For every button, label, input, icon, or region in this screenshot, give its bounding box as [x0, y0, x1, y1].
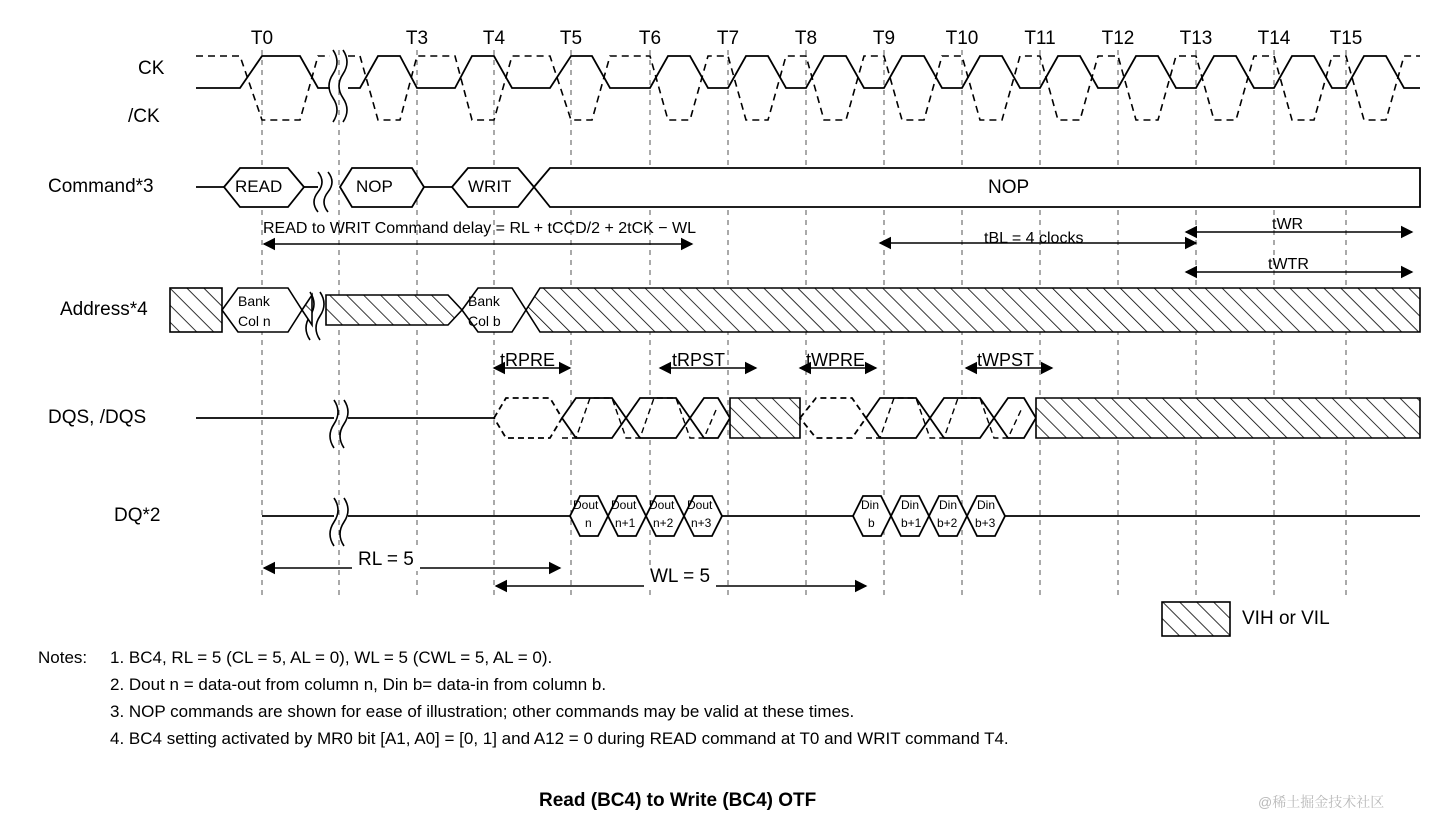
clock-tick: T0	[250, 28, 274, 49]
dq-burst-label: Dout	[611, 498, 637, 512]
clock-tick: T13	[1179, 28, 1213, 49]
clock-tick: T9	[872, 28, 896, 49]
clock-tick: T5	[559, 28, 583, 49]
address-field-label: Col n	[238, 313, 271, 329]
note-item: 3. NOP commands are shown for ease of illustration; other commands may be valid at these times.	[110, 702, 855, 721]
clock-tick: T3	[405, 28, 429, 49]
address-row	[170, 288, 1420, 332]
note-item: 2. Dout n = data-out from column n, Din b= data-in from column b.	[110, 675, 607, 694]
dq-burst-label: Dout	[649, 498, 675, 512]
dq-burst-label: Din	[977, 498, 996, 512]
clock-tick: T11	[1024, 28, 1056, 49]
dq-burst-label: n	[585, 516, 592, 530]
legend-swatch	[1162, 602, 1230, 636]
dqs-row	[196, 398, 1420, 438]
note-item: 1. BC4, RL = 5 (CL = 5, AL = 0), WL = 5 (CWL = 5, AL = 0).	[110, 648, 553, 667]
clock-tick: T10	[945, 28, 979, 49]
clock-tick: T14	[1257, 28, 1291, 49]
address-field-label: Col b	[468, 313, 501, 329]
dq-burst-label: Din	[861, 498, 880, 512]
clock-tick: T6	[638, 28, 662, 49]
dq-burst-label: Din	[939, 498, 958, 512]
annotation-rl: RL = 5	[352, 549, 420, 571]
ck-bar-waveform	[196, 56, 1420, 120]
annotation-wl: WL = 5	[644, 566, 716, 588]
dq-burst-label: Dout	[573, 498, 599, 512]
clock-tick: T7	[716, 28, 740, 49]
annotation-trpst: tRPST	[672, 350, 726, 370]
clock-tick: T15	[1329, 28, 1363, 49]
dq-row	[262, 496, 1420, 536]
signal-label-address: Address*4	[60, 299, 148, 320]
command-label: READ	[235, 177, 283, 196]
annotation-read-to-writ-delay: READ to WRIT Command delay = RL + tCCD/2 + 2tCK − WL	[263, 220, 697, 237]
clock-tick: T8	[794, 28, 818, 49]
command-label: NOP	[988, 177, 1030, 198]
dq-burst-label: b+1	[901, 516, 922, 530]
annotation-twtr: tWTR	[1268, 256, 1309, 273]
figure-title: Read (BC4) to Write (BC4) OTF	[539, 790, 817, 811]
address-field-label: Bank	[238, 293, 270, 309]
dq-burst-label: n+1	[615, 516, 636, 530]
dq-burst-label: n+2	[653, 516, 674, 530]
ck-waveform	[196, 56, 1420, 88]
dq-burst-label: b	[868, 516, 875, 530]
signal-label-ck-bar: /CK	[128, 106, 160, 127]
notes-label: Notes:	[38, 648, 88, 667]
dq-burst-label: n+3	[691, 516, 712, 530]
annotation-twpst: tWPST	[977, 350, 1034, 370]
signal-label-command: Command*3	[48, 176, 154, 197]
signal-label-dqs: DQS, /DQS	[48, 407, 147, 428]
clock-tick: T12	[1101, 28, 1135, 49]
signal-label-dq: DQ*2	[114, 505, 161, 526]
annotation-twpre: tWPRE	[806, 350, 866, 370]
command-label: NOP	[356, 177, 393, 196]
note-item: 4. BC4 setting activated by MR0 bit [A1, A0] = [0, 1] and A12 = 0 during READ command at T0 and WRIT command T4.	[110, 729, 1009, 748]
address-field-label: Bank	[468, 293, 500, 309]
signal-label-ck: CK	[138, 58, 165, 79]
annotation-trpre: tRPRE	[500, 350, 556, 370]
annotation-twr: tWR	[1272, 216, 1304, 233]
dq-burst-label: b+3	[975, 516, 996, 530]
watermark: @稀土掘金技术社区	[1258, 794, 1385, 810]
dq-burst-label: Din	[901, 498, 920, 512]
legend-label: VIH or VIL	[1242, 608, 1330, 629]
annotation-tbl: tBL = 4 clocks	[984, 230, 1084, 247]
command-label: WRIT	[468, 177, 512, 196]
dq-burst-label: b+2	[937, 516, 958, 530]
dq-burst-label: Dout	[687, 498, 713, 512]
clock-tick: T4	[482, 28, 506, 49]
